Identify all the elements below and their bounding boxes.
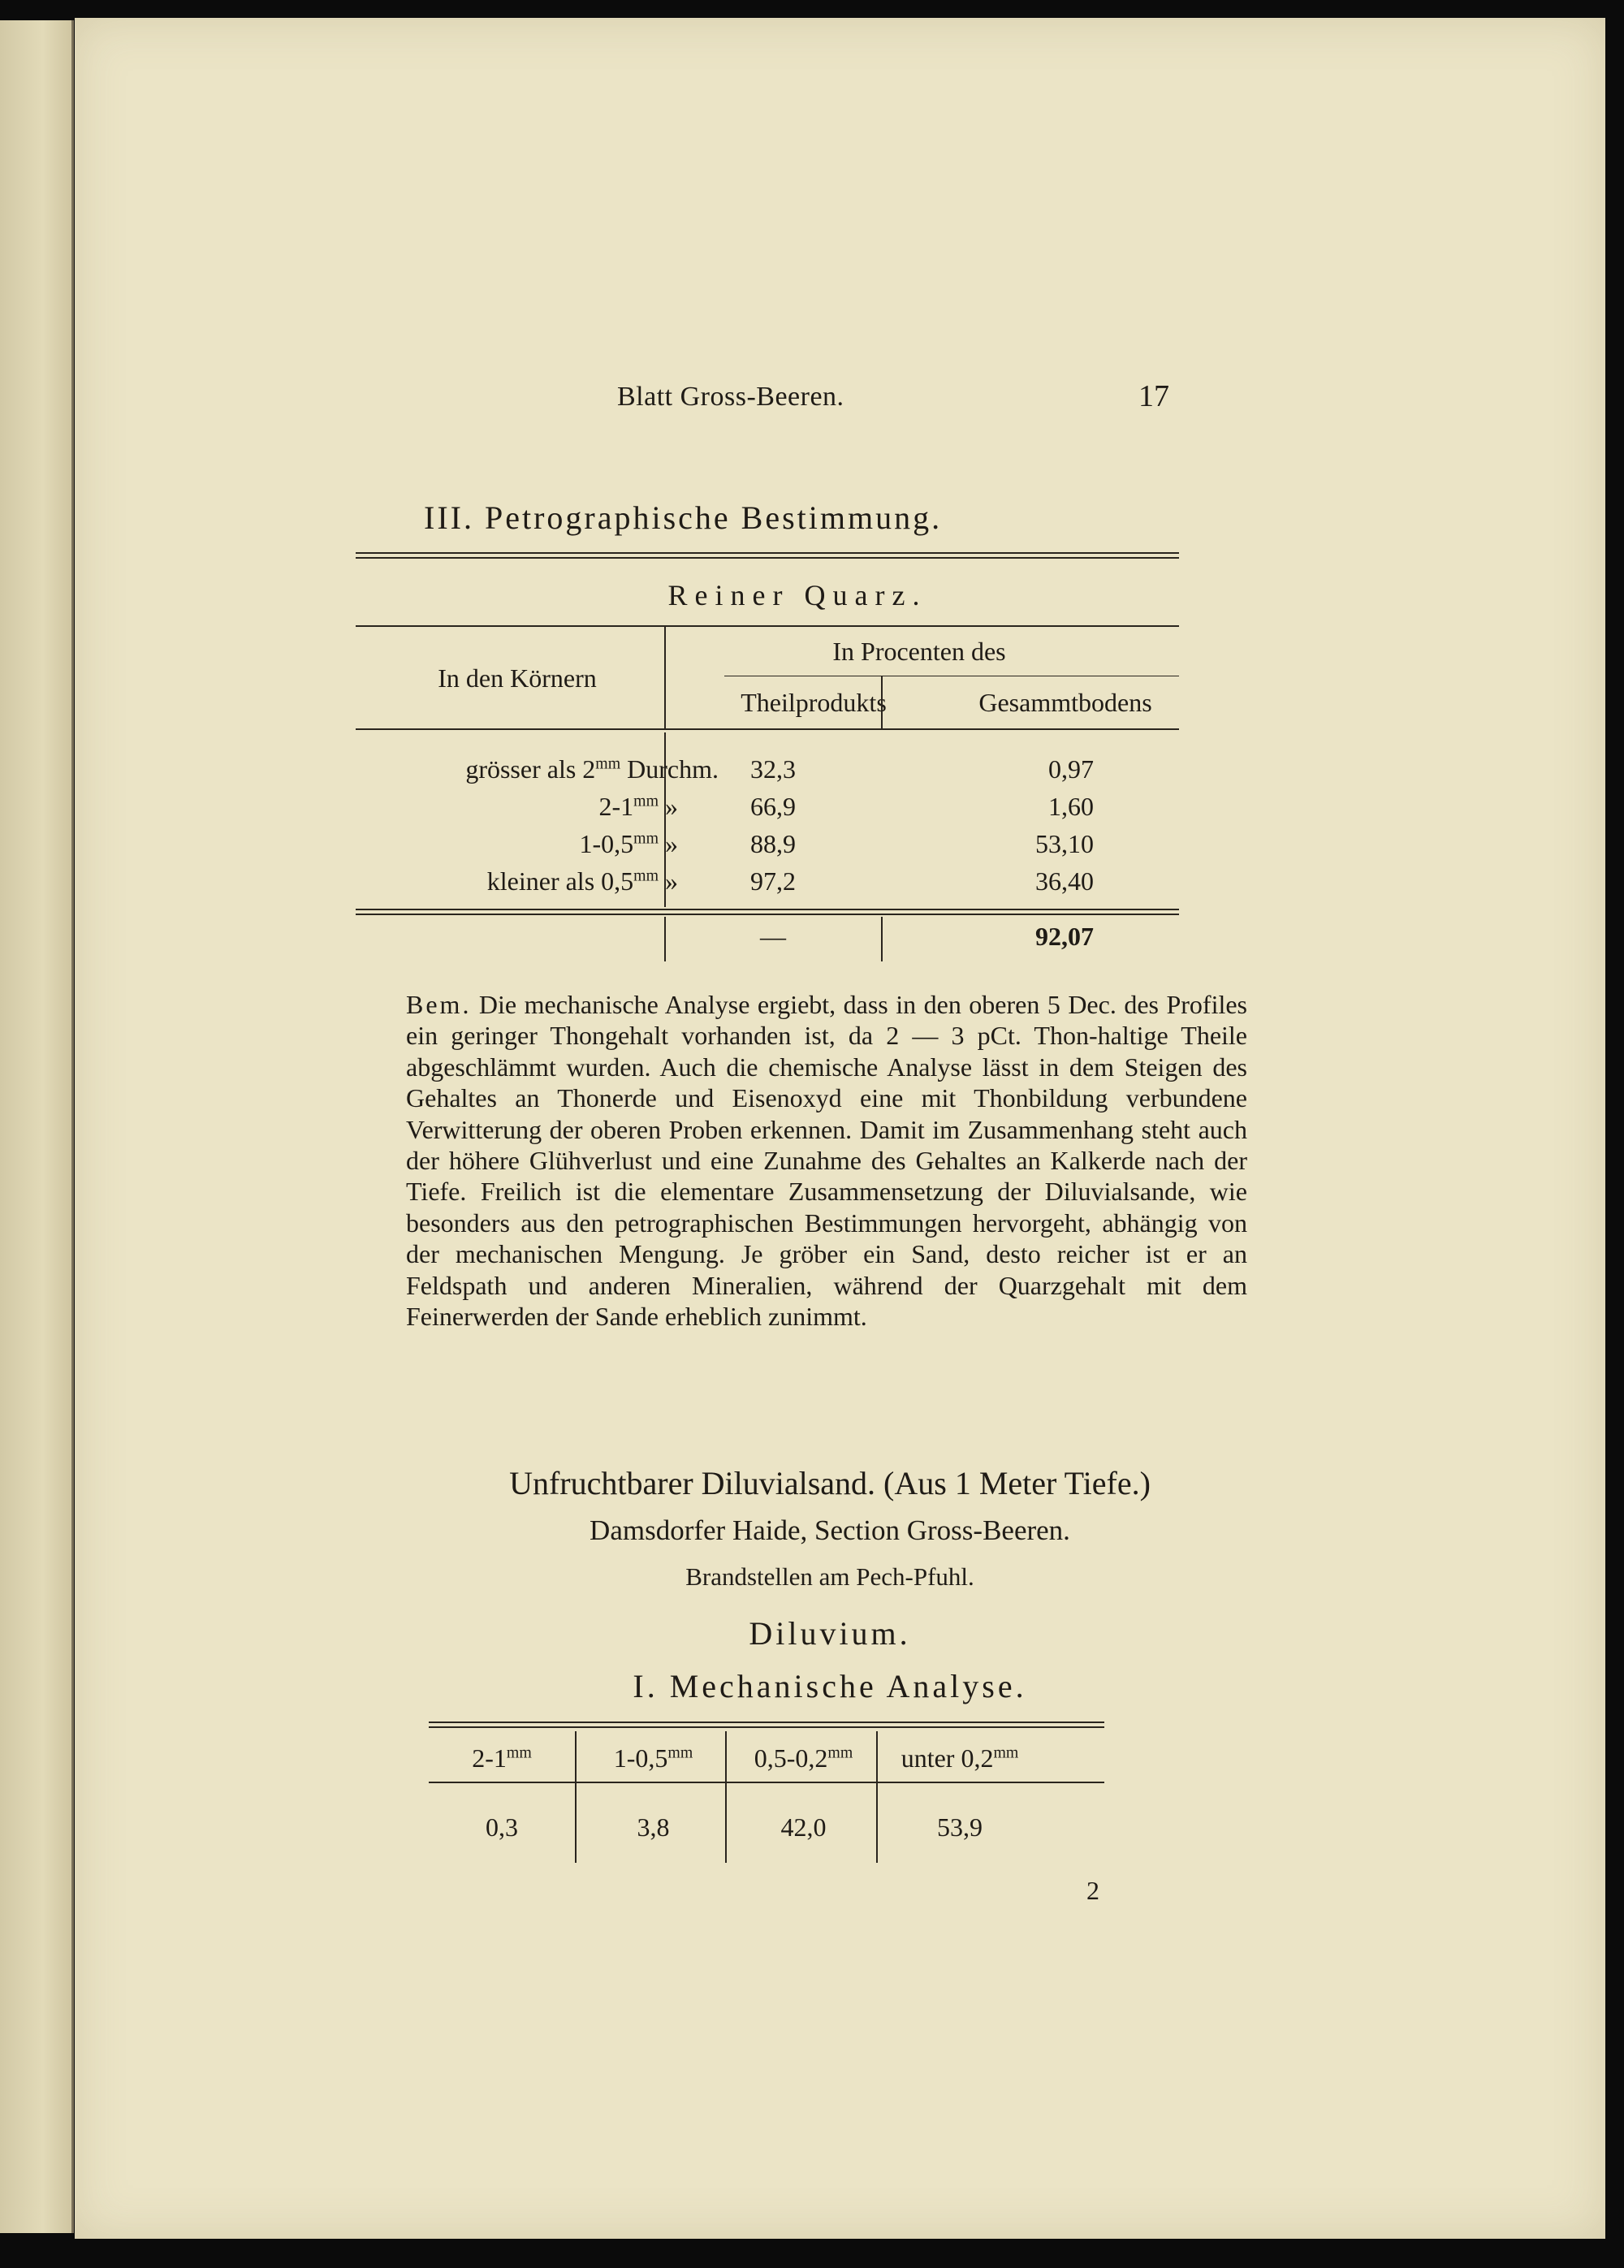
- remark-paragraph: [406, 989, 1247, 1332]
- table-bottom-rule: [356, 909, 1179, 910]
- table2-value: 53,9: [937, 1812, 983, 1842]
- section-title-sand: Unfruchtbarer Diluvialsand. (Aus 1 Meter Tiefe.): [509, 1465, 1151, 1501]
- header-divider-2: [881, 676, 883, 728]
- row-value-partial: 88,9: [750, 829, 796, 858]
- table-title-rule: [356, 625, 1179, 627]
- section-subtitle: Damsdorfer Haide, Section Gross-Beeren.: [590, 1514, 1070, 1546]
- row-label: kleiner als $0,5^{mm}$ »: [486, 866, 678, 896]
- total-value-partial: —: [760, 922, 786, 951]
- remark-lead: Bem.: [406, 990, 472, 1019]
- table2-divider: [575, 1731, 577, 1863]
- table2-header: $0,5-0,2^{mm}$: [754, 1743, 853, 1773]
- row-value-partial: 66,9: [750, 792, 796, 821]
- total-value-sum: 92,07: [1035, 922, 1094, 951]
- header-divider: [664, 627, 666, 728]
- page-number: 17: [1138, 379, 1169, 413]
- row-value-partial: 32,3: [750, 754, 796, 784]
- section-location: Brandstellen am Pech-Pfuhl.: [685, 1562, 974, 1591]
- table2-top-rule: [429, 1722, 1104, 1723]
- section-title: III. Petrographische Bestimmung.: [424, 499, 943, 536]
- col-header-total: Gesammtbodens: [978, 688, 1152, 717]
- table-top-rule-2: [356, 557, 1179, 559]
- row-value-partial: 97,2: [750, 866, 796, 896]
- table2-divider: [725, 1731, 727, 1863]
- formation-heading: Diluvium.: [749, 1615, 911, 1652]
- total-divider-2: [881, 917, 883, 961]
- row-value-total: 53,10: [1035, 829, 1094, 858]
- analysis-heading: I. Mechanische Analyse.: [633, 1668, 1027, 1704]
- running-title: Blatt Gross-Beeren.: [617, 382, 844, 412]
- table2-header: $1-0,5^{mm}$: [613, 1743, 693, 1773]
- row-value-total: 1,60: [1048, 792, 1094, 821]
- facing-page-edge: [0, 20, 74, 2233]
- table2-value: 3,8: [637, 1812, 670, 1842]
- body-divider: [664, 732, 666, 907]
- table2-header: unter $0,2^{mm}$: [901, 1743, 1019, 1773]
- signature-mark: 2: [1086, 1876, 1099, 1905]
- table2-value: 42,0: [780, 1812, 827, 1842]
- col-header-grain: In den Körnern: [438, 663, 597, 693]
- table2-value: 0,3: [486, 1812, 518, 1842]
- table2-header: $2-1^{mm}$: [472, 1743, 532, 1773]
- row-label: grösser als $2^{mm}$ Durchm.: [465, 754, 719, 784]
- table-top-rule: [356, 552, 1179, 554]
- remark-text: Die mechanische Analyse ergiebt, dass in den oberen 5 Dec. des Profiles ein geringer Thongehalt vorhanden ist, da 2 — 3 pCt. Thon-haltige Theile abgeschlämmt wurden. Auch die chemische Analyse lässt in dem Steigen des Gehaltes an Thonerde und Eisenoxyd eine mit Thonbildung verbundene Verwitterung der oberen Proben erkennen. Damit im Zusammenhang steht auch der höhere Glühverlust und eine Zunahme des Gehaltes an Kalkerde nach der Tiefe. Freilich ist die elementare Zusammensetzung der Diluvialsande, wie besonders aus den petrographischen Bestimmungen hervorgeht, abhängig von der mechanischen Mengung. Je gröber ein Sand, desto reicher ist er an Feldspath und anderen Mineralien, während der Quarzgehalt mit dem Feinerwerden der Sande erheblich zunimmt.: [406, 990, 1247, 1332]
- table-title: Reiner Quarz.: [667, 579, 927, 611]
- row-value-total: 0,97: [1048, 754, 1094, 784]
- table2-header-rule: [429, 1782, 1104, 1783]
- table2-top-rule-2: [429, 1726, 1104, 1728]
- row-value-total: 36,40: [1035, 866, 1094, 896]
- table-bottom-rule-2: [356, 914, 1179, 915]
- total-divider: [664, 917, 666, 961]
- book-page: [75, 18, 1605, 2239]
- table2-divider: [876, 1731, 878, 1863]
- header-rule: [356, 728, 1179, 730]
- row-label: $1-0,5^{mm}$ »: [579, 829, 678, 858]
- col-header-partial: Theilprodukts: [741, 688, 887, 717]
- row-label: $2-1^{mm}$ »: [598, 792, 678, 821]
- col-group-header: In Procenten des: [832, 637, 1006, 666]
